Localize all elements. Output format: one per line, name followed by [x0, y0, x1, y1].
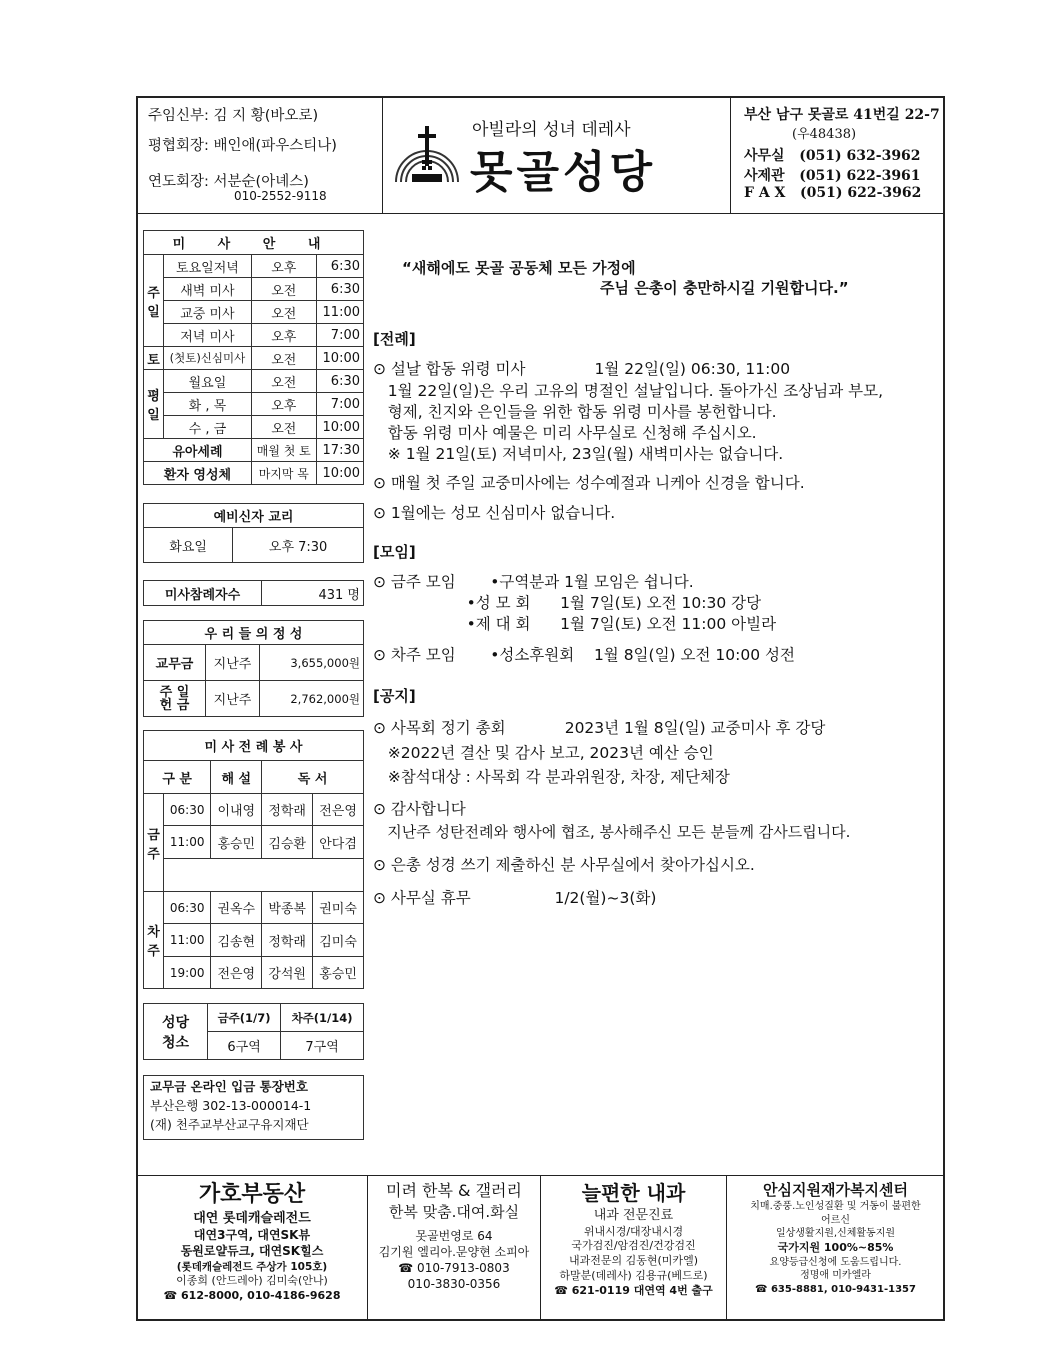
- cell: 7:00: [316, 324, 363, 347]
- postcode: (우48438): [792, 127, 857, 142]
- column-header: 금주(1/7): [208, 1004, 281, 1032]
- new-year-quote: 주님 은총이 충만하시길 기원합니다.”: [600, 279, 849, 297]
- divider: [730, 96, 731, 214]
- notice-line: ⊙ 사목회 정기 총회 2023년 1월 8일(일) 교중미사 후 강당: [373, 719, 826, 737]
- ad-welfare-center: [727, 1180, 944, 1296]
- ad-line: ☎ 621-0119 대연역 4번 출구: [554, 1283, 713, 1297]
- cell: 새벽 미사: [164, 278, 252, 301]
- cell: 교중 미사: [164, 301, 252, 324]
- ad-line: 위내시경/대장내시경: [583, 1224, 684, 1238]
- cleaning-label: 성당 청소: [144, 1004, 208, 1060]
- notice-line: •성 모 회 1월 7일(토) 오전 10:30 강당: [373, 594, 762, 612]
- cell: 매월 첫 토: [251, 439, 316, 462]
- cell: 11:00: [316, 301, 363, 324]
- legion-phone: 010-2552-9118: [234, 189, 327, 203]
- account-number: 부산은행 302-13-000014-1: [150, 1097, 312, 1113]
- ad-title: 안심지원재가복지센터: [763, 1181, 908, 1199]
- cell: 오후: [251, 255, 316, 278]
- ad-line: 요양등급신청에 도움드립니다.: [769, 1256, 902, 1268]
- notice-line: ⊙ 매월 첫 주일 교중미사에는 성수예절과 니케아 신경을 합니다.: [373, 474, 805, 492]
- cell: 6:30: [316, 370, 363, 393]
- account-holder: (재) 천주교부산교구유지재단: [150, 1116, 309, 1132]
- ad-line: 치매.중풍.노인성질환 및 거동이 불편한: [750, 1201, 921, 1213]
- ad-line: 내과전문의 김동현(미카엘): [569, 1254, 698, 1268]
- ad-line: 하말분(데레사) 김용규(베드로): [559, 1269, 708, 1283]
- account-box: [143, 1075, 364, 1140]
- offering-table: [143, 620, 364, 717]
- cell: 주 일 헌 금: [144, 681, 206, 717]
- attendance-value: 431 명: [262, 581, 364, 606]
- cell: 전은영: [313, 794, 364, 826]
- mass-schedule-table: [143, 230, 364, 485]
- cell: 오후: [251, 324, 316, 347]
- ad-line: ☎ 635-8881, 010-9431-1357: [755, 1283, 916, 1295]
- row-group-label: 주일: [144, 255, 164, 347]
- church-subtitle: 아빌라의 성녀 데레사: [472, 120, 631, 140]
- notice-line: ⊙ 사무실 휴무 1/2(월)~3(화): [373, 889, 657, 907]
- cell: 6:30: [316, 278, 363, 301]
- ad-line: 국가검진/암검진/건강검진: [571, 1239, 696, 1253]
- ad-line: 이종희 (안드레아) 김미숙(안나): [176, 1273, 328, 1287]
- account-title: 교무금 온라인 입금 통장번호: [150, 1079, 308, 1094]
- section-liturgy: [전례]: [373, 330, 416, 348]
- ad-title: 미려 한복 & 갤러리: [386, 1181, 522, 1200]
- ad-title: 늘편한 내과: [581, 1181, 686, 1205]
- cell: 토요일저녁: [164, 255, 252, 278]
- cell: 2,762,000원: [260, 681, 364, 717]
- cell: 김송현: [211, 924, 262, 957]
- cell: 권옥수: [211, 892, 262, 924]
- notice-line: 1월 22일(일)은 우리 고유의 명절인 설날입니다. 돌아가신 조상님과 부모,: [373, 382, 884, 400]
- column-header: 차주(1/14): [281, 1004, 364, 1032]
- notice-line: •제 대 회 1월 7일(토) 오전 11:00 아빌라: [373, 615, 777, 633]
- ad-line: ☎ 010-7913-0803: [398, 1261, 510, 1276]
- cell: 전은영: [211, 957, 262, 989]
- ad-line: 010-3830-0356: [407, 1277, 501, 1292]
- notice-line: ⊙ 차주 모임 •성소후원회 1월 8일(일) 오전 10:00 성전: [373, 646, 795, 664]
- cell: 7:00: [316, 393, 363, 416]
- attendance-table: [143, 580, 364, 606]
- cell: 19:00: [164, 957, 211, 989]
- cell: 월요일: [164, 370, 252, 393]
- divider: [382, 96, 383, 214]
- church-logo-icon: [392, 124, 462, 186]
- ad-line: 어르신: [821, 1214, 850, 1226]
- ad-real-estate: [137, 1180, 367, 1303]
- cell: 7구역: [281, 1032, 364, 1060]
- cell: 이내영: [211, 794, 262, 826]
- rectory-phone: 사제관 (051) 622-3961: [744, 168, 921, 184]
- cell: 오후: [251, 393, 316, 416]
- notice-line: ⊙ 은총 성경 쓰기 제출하신 분 사무실에서 찾아가십시오.: [373, 856, 755, 874]
- cell: 강석원: [262, 957, 313, 989]
- ad-hanbok: [368, 1180, 540, 1293]
- cell: 오전: [251, 416, 316, 439]
- ad-line: 한복 맞춤.대여.화실: [388, 1202, 520, 1221]
- ad-line: 못골번영로 64: [415, 1228, 493, 1243]
- cell: 김승환: [262, 826, 313, 859]
- ad-line: 대연 롯데캐슬레전드: [193, 1210, 311, 1226]
- row-group-label: 평일: [144, 370, 164, 439]
- ad-line: 대연3구역, 대연SK뷰: [193, 1228, 311, 1243]
- ad-clinic: [541, 1180, 726, 1299]
- church-name: 못골성당: [470, 147, 657, 198]
- cell: 안다겸: [313, 826, 364, 859]
- table-title: 미 사 전 례 봉 사: [144, 731, 364, 761]
- notice-line: ⊙ 금주 모임 •구역분과 1월 모임은 쉽니다.: [373, 573, 694, 591]
- section-notice: [공지]: [373, 687, 416, 705]
- notice-line: ⊙ 1월에는 성모 신심미사 없습니다.: [373, 504, 616, 522]
- ad-line: 김기원 엘리아.문양현 소피아: [378, 1245, 530, 1260]
- cell: 6:30: [316, 255, 363, 278]
- row-group-label: 금주: [144, 794, 164, 892]
- cell: 환자 영성체: [144, 462, 252, 485]
- ad-line: ☎ 612-8000, 010-4186-9628: [163, 1288, 341, 1302]
- cell: 유아세례: [144, 439, 252, 462]
- council-president: 평협회장: 배인애(파우스티나): [148, 138, 337, 154]
- ad-title: 가호부동산: [198, 1182, 306, 1207]
- cleaning-table: [143, 1003, 364, 1060]
- cell: 화요일: [144, 528, 233, 563]
- cell: 06:30: [164, 794, 211, 826]
- ad-line: 일상생활지원,신체활동지원: [775, 1228, 896, 1240]
- table-title: 우 리 들 의 정 성: [144, 621, 364, 645]
- new-year-quote: “새해에도 못골 공동체 모든 가정에: [402, 259, 636, 277]
- notice-line: 형제, 친지와 은인들을 위한 합동 위령 미사를 봉헌합니다.: [373, 403, 777, 421]
- cell: 정학래: [262, 794, 313, 826]
- legion-president: 연도회장: 서분순(아녜스): [148, 174, 309, 190]
- attendance-label: 미사참례자수: [144, 581, 262, 606]
- cell: 3,655,000원: [260, 645, 364, 681]
- cell: 권미숙: [313, 892, 364, 924]
- pastor: 주임신부: 김 지 황(바오로): [148, 108, 319, 124]
- cell: 10:00: [316, 347, 363, 370]
- cell: 교무금: [144, 645, 206, 681]
- cell: 6구역: [208, 1032, 281, 1060]
- cell: 10:00: [316, 462, 363, 485]
- cell: 오전: [251, 347, 316, 370]
- cell: 오전: [251, 278, 316, 301]
- notice-line: 합동 위령 미사 예물은 미리 사무실로 신청해 주십시오.: [373, 424, 757, 442]
- cell: 11:00: [164, 924, 211, 957]
- cell: 김미숙: [313, 924, 364, 957]
- row-group-label: 차주: [144, 892, 164, 989]
- ad-line: 국가지원 100%~85%: [777, 1240, 894, 1254]
- cell: 수 , 금: [164, 416, 252, 439]
- notice-line: ※참석대상 : 사목회 각 분과위원장, 차장, 제단체장: [373, 768, 730, 786]
- table-title: 미 사 안 내: [144, 231, 364, 255]
- address: 부산 남구 못골로 41번길 22-7: [744, 107, 940, 123]
- cell: 지난주: [206, 645, 260, 681]
- notice-line: ⊙ 감사합니다: [373, 800, 466, 818]
- cell: 06:30: [164, 892, 211, 924]
- cell: 박종복: [262, 892, 313, 924]
- notice-line: ※2022년 결산 및 감사 보고, 2023년 예산 승인: [373, 744, 714, 762]
- cell: 17:30: [316, 439, 363, 462]
- cell: 10:00: [316, 416, 363, 439]
- ad-line: 내과 전문진료: [593, 1208, 674, 1223]
- cell: 저녁 미사: [164, 324, 252, 347]
- ad-line: 동원로얄듀크, 대연SK힐스: [180, 1244, 324, 1259]
- cell: 정학래: [262, 924, 313, 957]
- row-group-label: 토: [144, 347, 164, 370]
- cell: 마지막 목: [251, 462, 316, 485]
- column-header: 구 분: [144, 761, 211, 794]
- cell: 화 , 목: [164, 393, 252, 416]
- table-title: 예비신자 교리: [144, 504, 364, 528]
- cell: 11:00: [164, 826, 211, 859]
- section-meeting: [모임]: [373, 543, 416, 561]
- column-header: 독 서: [262, 761, 364, 794]
- catechumen-table: [143, 503, 364, 563]
- cell: 오전: [251, 301, 316, 324]
- notice-line: ⊙ 설날 합동 위령 미사 1월 22일(일) 06:30, 11:00: [373, 360, 791, 378]
- fax: F A X (051) 622-3962: [744, 185, 922, 201]
- cell: 홍승민: [313, 957, 364, 989]
- cell: 지난주: [206, 681, 260, 717]
- cell: 홍승민: [211, 826, 262, 859]
- cell: 오후 7:30: [233, 528, 364, 563]
- column-header: 해 설: [211, 761, 262, 794]
- office-phone: 사무실 (051) 632-3962: [744, 148, 921, 164]
- notice-line: ※ 1월 21일(토) 저녁미사, 23일(월) 새벽미사는 없습니다.: [373, 445, 784, 463]
- notice-line: 지난주 성탄전례와 행사에 협조, 봉사해주신 모든 분들께 감사드립니다.: [373, 823, 851, 841]
- cell: (첫토)신심미사: [164, 347, 252, 370]
- ad-line: 정명애 미카엘라: [800, 1270, 871, 1282]
- divider: [136, 213, 945, 214]
- empty-row: [164, 859, 364, 892]
- ad-line: (롯데캐슬레전드 주상가 105호): [176, 1260, 328, 1273]
- cell: 오전: [251, 370, 316, 393]
- mass-servers-table: [143, 730, 364, 989]
